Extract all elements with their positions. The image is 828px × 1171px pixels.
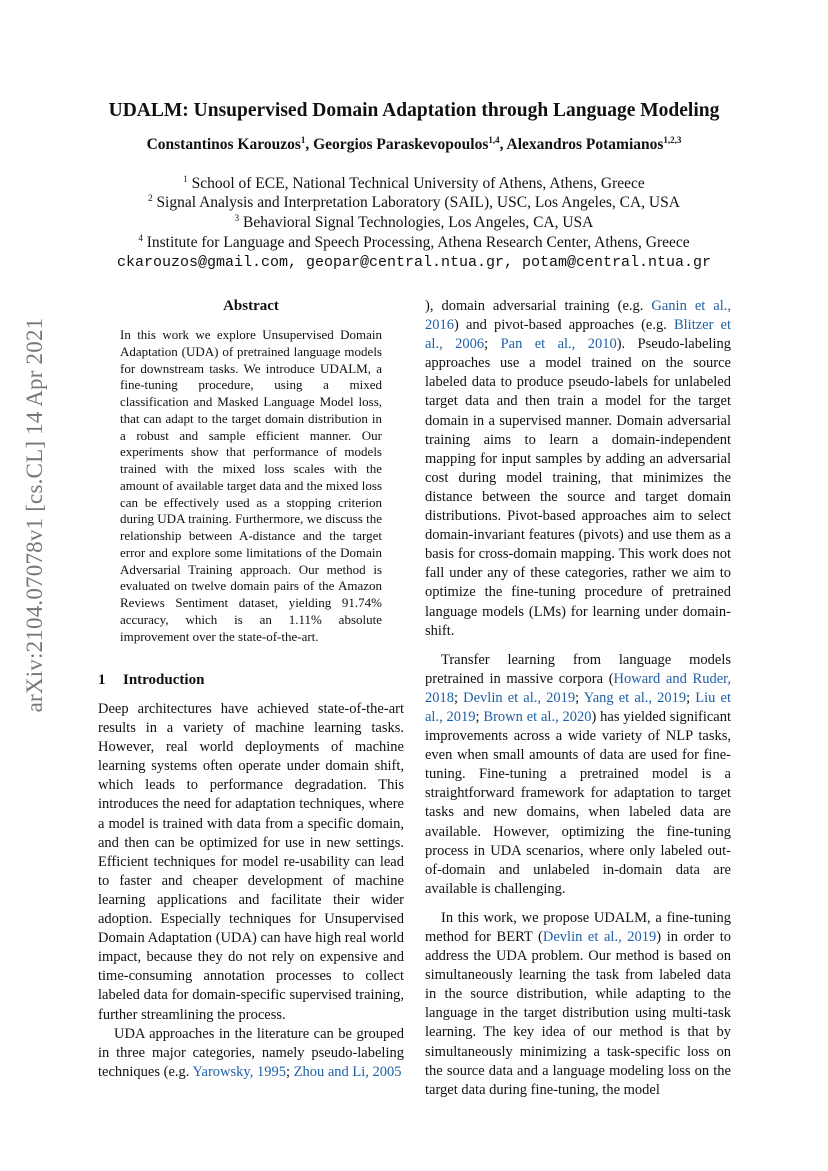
author-emails: ckarouzos@gmail.com, geopar@central.ntua.gr, potam@central.ntua.gr xyxy=(116,254,712,271)
section-heading: 1 Introduction xyxy=(98,672,205,688)
affiliation: $^1$ School of ECE, National Technical University of Athens, Athens, Greece xyxy=(183,174,645,193)
paragraph: Transfer learning from language models pretrained in massive corpora (Howard and Ruder, 2018; Devlin et al., 2019; Yang et al., 2019; Liu et al., 2019; Brown et al., 2020) has yielded significant improvements across a wide variety of NLP tasks, even when small amounts of data are used for fine-tuning. Fine-tuning a pretrained model is a straightforward framework for adaptation to target tasks and new domains, when labeled data are available. However, optimizing the fine-tuning process in UDA scenarios, where only labeled out-of-domain and unlabeled in-domain data are available is challenging. xyxy=(425,651,732,897)
right-column xyxy=(425,297,731,1100)
citation-link[interactable]: Devlin et al., 2019 xyxy=(463,689,576,706)
author-name: Alexandros Potamianos xyxy=(506,136,664,154)
affiliation: $^2$ Signal Analysis and Interpretation Laboratory (SAIL), USC, Los Angeles, CA, USA xyxy=(148,193,680,212)
author-list: Constantinos Karouzos$^1$, Georgios Paraskevopoulos$^{1,4}$, Alexandros Potamianos$^{1,2,3}$ xyxy=(146,135,682,154)
citation-link[interactable]: Pan et al., 2010 xyxy=(500,336,617,353)
citation-link[interactable]: Devlin et al., 2019 xyxy=(542,929,657,945)
paper-title: UDALM: Unsupervised Domain Adaptation through Language Modeling xyxy=(108,100,720,121)
author-name: Constantinos Karouzos xyxy=(146,136,301,154)
citation-link[interactable]: Howard and Ruder, 2018 xyxy=(425,670,732,706)
citation-link[interactable]: Yang et al., 2019 xyxy=(583,689,687,706)
citation-link[interactable]: Liu et al., 2019 xyxy=(425,689,731,725)
paragraph: ), domain adversarial training (e.g. Ganin et al., 2016) and pivot-based approaches (e.g. Blitzer et al., 2006; Pan et al., 2010). Pseudo-labeling approaches use a model trained on the source labeled data to produce pseudo-labels for unlabeled target data and then train a model for the target domain in a supervised manner. Domain adversarial training aims to learn a domain-independent mapping for input samples by adding an adversarial cost during model training, that minimizes the distance between the source and target domain distributions. Pivot-based approaches aim to select domain-invariant features (pivots) and use them as a basis for cross-domain mapping. This work does not fall under any of these categories, rather we aim to optimize the fine-tuning procedure of pretrained language models (LMs) for learning under domain-shift. xyxy=(425,298,732,639)
citation-link[interactable]: Ganin et al., 2016 xyxy=(425,298,731,334)
paragraph: UDA approaches in the literature can be grouped in three major categories, namely pseudo-labeling techniques (e.g. Yarowsky, 1995; Zhou and Li, 2005 xyxy=(98,1025,404,1080)
citation-link[interactable]: Yarowsky, 1995 xyxy=(192,1063,286,1080)
abstract-heading: Abstract xyxy=(223,298,279,314)
abstract-text: In this work we explore Unsupervised Domain Adaptation (UDA) of pretrained language models for downstream tasks. We introduce UDALM, a fine-tuning procedure, using a mixed classification and Masked Language Model loss, that can adapt to the target domain distribution in a robust and sample efficient manner. Our experiments show that performance of models trained with the mixed loss scales with the amount of available target data and the mixed loss can be effectively used as a stopping criterion during UDA training. Furthermore, we discuss the relationship between A-distance and the target error and explore some limitations of the Domain Adversarial Training approach. Our method is evaluated on twelve domain pairs of the Amazon Reviews Sentiment dataset, yielding 91.74% accuracy, which is an 1.11% absolute improvement over the state-of-the-art. xyxy=(120,327,382,644)
paragraph: Deep architectures have achieved state-of-the-art results in a variety of machine learning tasks. However, real world deployments of machine learning systems often operate under domain shift, which leads to performance degradation. This introduces the need for adaptation techniques, where a model is trained with data from a specific domain, and then can be optimized for use in new settings. Efficient techniques for model re-usability can lead to faster and cheaper development of machine learning applications and facilitate their wider adoption. Especially techniques for Unsupervised Domain Adaptation (UDA) can have high real world impact, because they do not rely on expensive and time-consuming annotation processes to collect labeled data for domain-specific supervised training, further streamlining the process. xyxy=(98,701,404,1023)
citation-link[interactable]: Brown et al., 2020 xyxy=(483,708,592,725)
author-name: Georgios Paraskevopoulos xyxy=(313,136,489,154)
left-column xyxy=(98,700,404,1082)
paragraph: In this work, we propose UDALM, a fine-tuning method for BERT (Devlin et al., 2019) in order to address the UDA problem. Our method is based on simultaneously learning the task from labeled data in the source distribution, while adapting to the language in the target distribution using multi-task learning. The key idea of our method is that by simultaneously minimizing a task-specific loss on the source data and a language modeling loss on the target data during fine-tuning, the model xyxy=(425,909,731,1098)
citation-link[interactable]: Zhou and Li, 2005 xyxy=(293,1063,402,1080)
arxiv-stamp: arXiv:2104.07078v1 [cs.CL] 14 Apr 2021 xyxy=(22,317,47,713)
affiliation: $^3$ Behavioral Signal Technologies, Los Angeles, CA, USA xyxy=(234,213,594,232)
affiliation: $^4$ Institute for Language and Speech Processing, Athena Research Center, Athens, Greece xyxy=(138,233,690,252)
citation-link[interactable]: Blitzer et al., 2006 xyxy=(425,317,732,353)
